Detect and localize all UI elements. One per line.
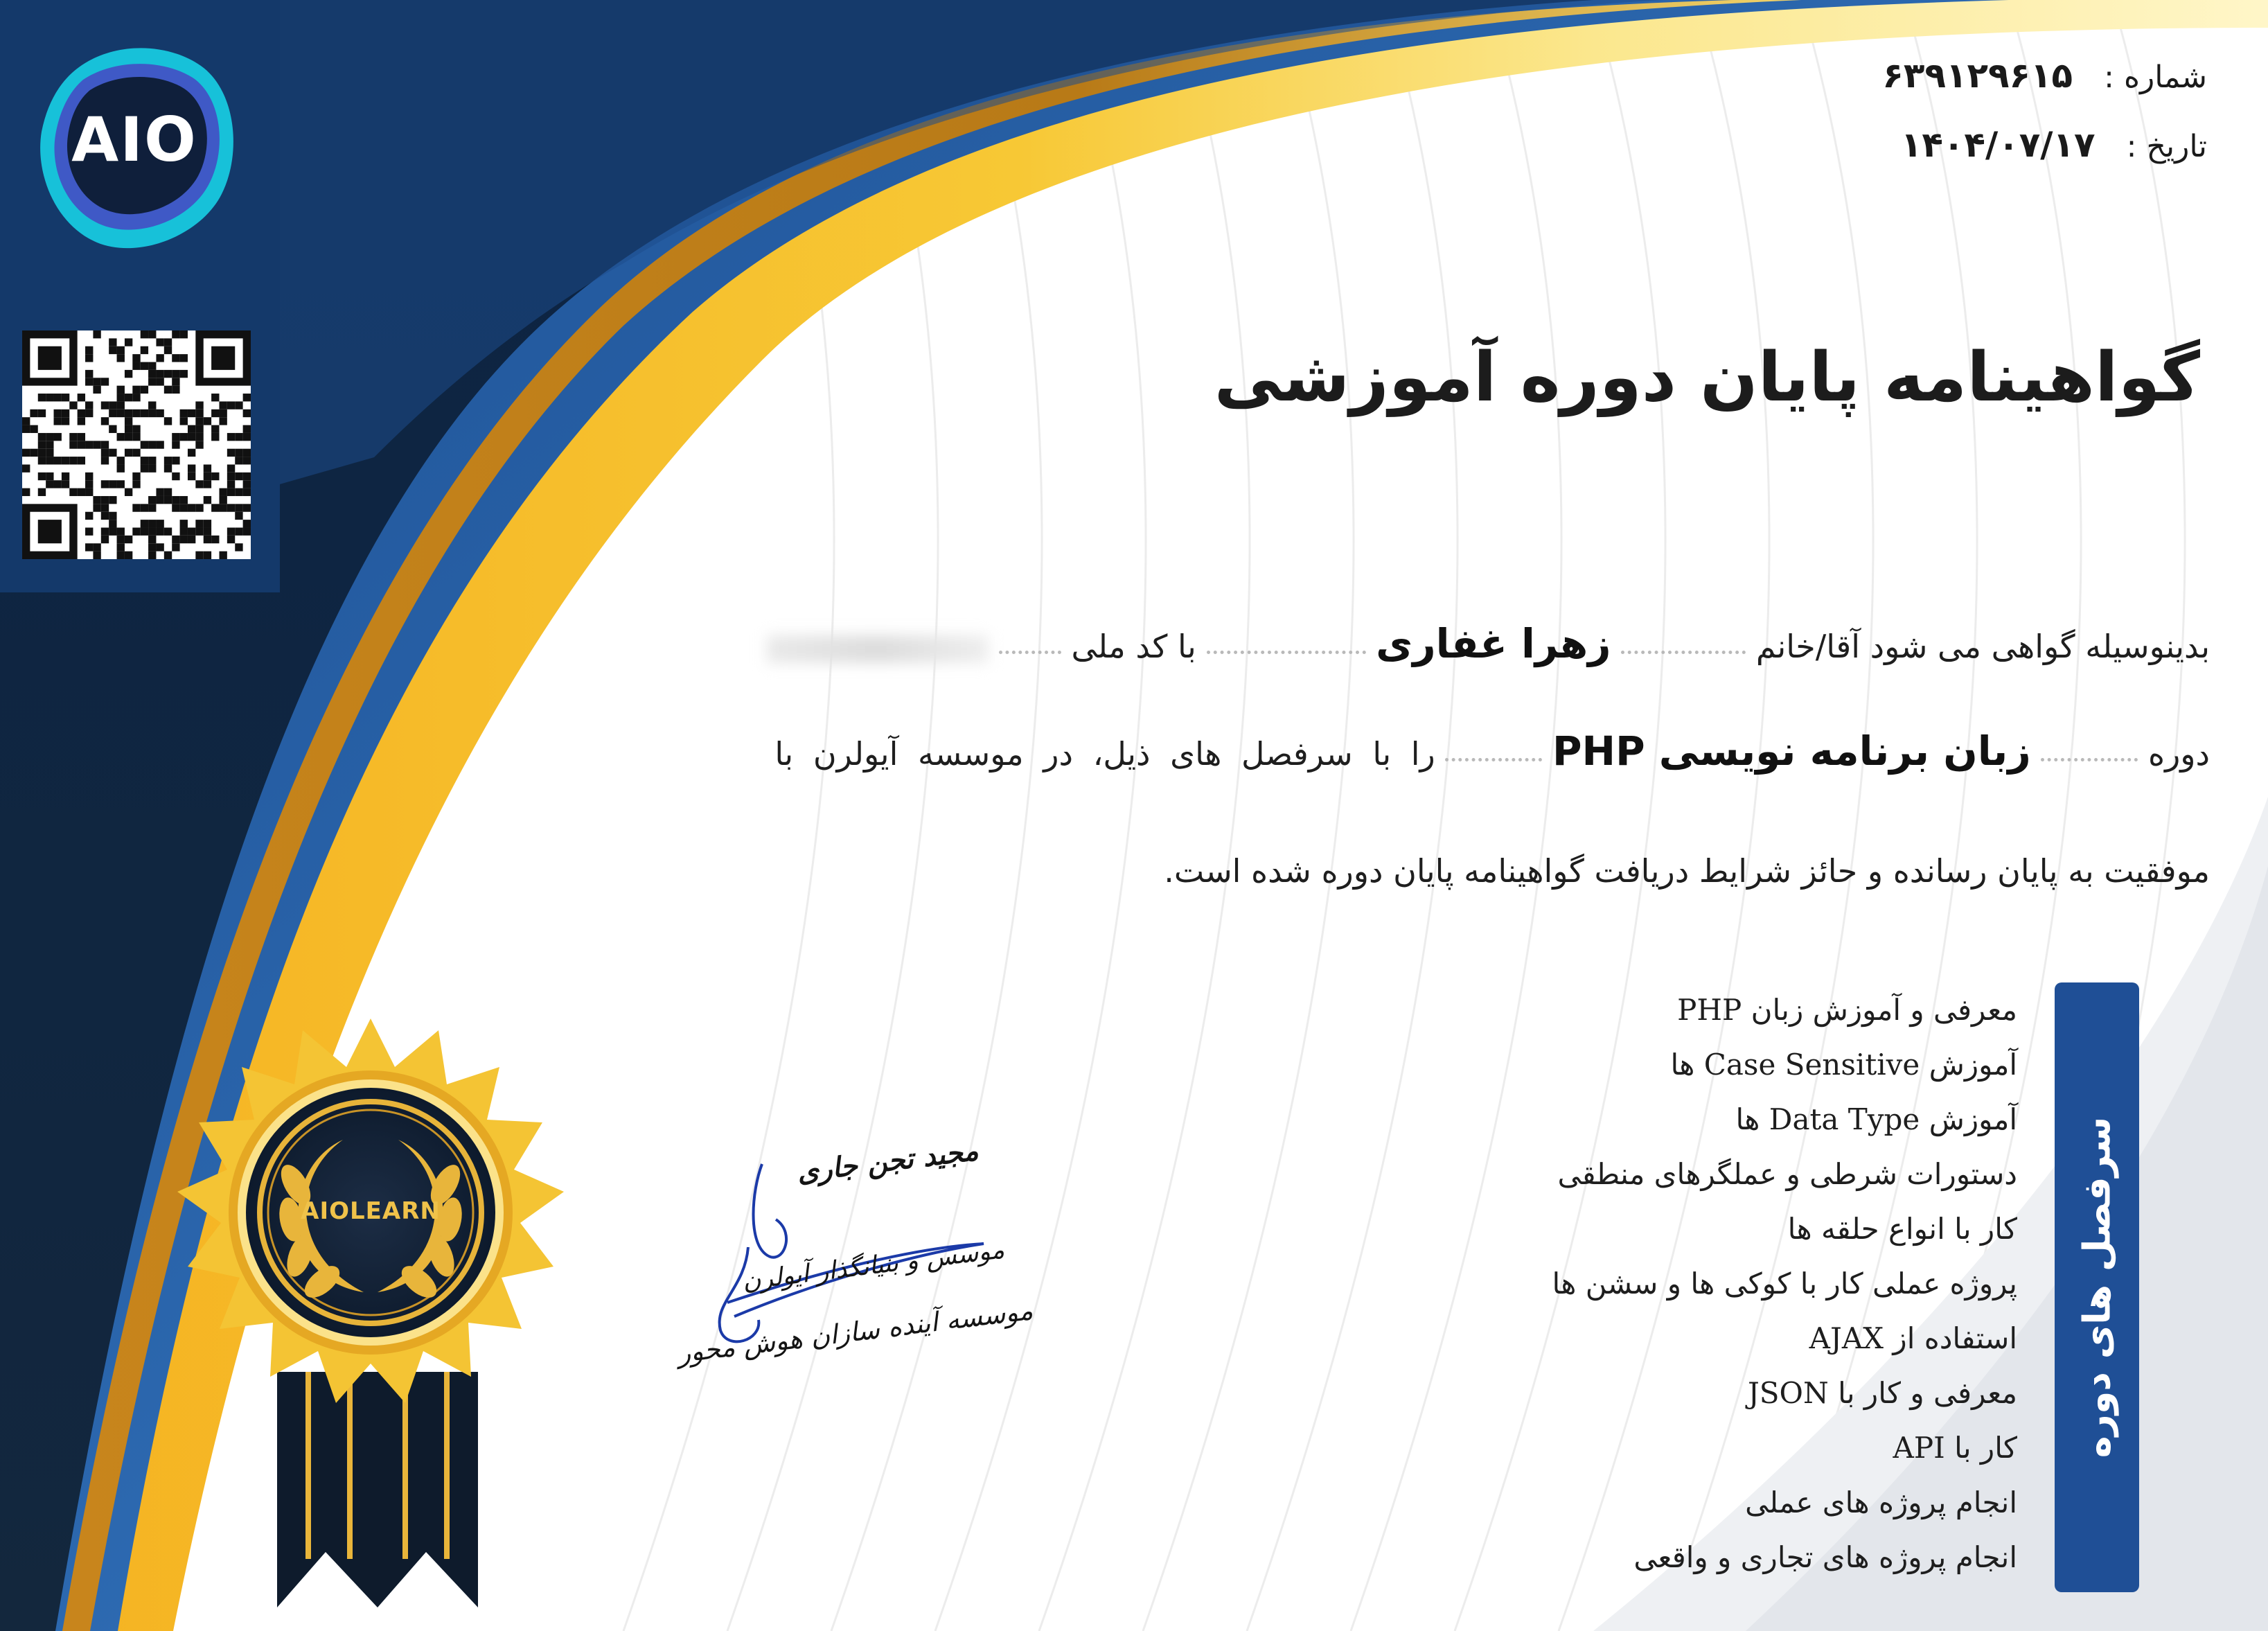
body-line-2 [774, 728, 2210, 775]
dotted-leader [999, 644, 1061, 654]
number-label: شماره : [2104, 60, 2207, 95]
line1-prefix: بدینوسیله گواهی می شود آقا/خانم [1755, 628, 2210, 665]
dotted-leader [2041, 751, 2138, 761]
line1-id-label: با کد ملی [1071, 628, 1196, 665]
syllabus-title: سرفصل های دوره [2075, 1116, 2119, 1458]
syllabus-topic: معرفی و آموزش زبان PHP [1677, 993, 2017, 1027]
date-value: ۱۴۰۴/۰۷/۱۷ [1900, 125, 2096, 165]
body-line-3: موفقیت به پایان رسانده و حائز شرایط دریافت گواهینامه پایان دوره شده است. [1164, 852, 2210, 890]
line2-prefix: دوره [2147, 735, 2210, 773]
number-value: ۶۳۹۱۲۹۶۱۵ [1882, 55, 2073, 96]
certificate-number [1882, 55, 2207, 96]
syllabus-topic: آموزش Data Type ها [1735, 1102, 2017, 1136]
logo-text: AIO [71, 104, 197, 175]
dotted-leader [1621, 644, 1746, 654]
syllabus-topic: کار با API [1893, 1431, 2017, 1465]
national-id-redacted [767, 635, 989, 663]
body-line-1 [767, 620, 2210, 667]
line2-suffix: را با سرفصل های ذیل، در موسسه آیولرن با [774, 735, 1435, 773]
syllabus-topics [1552, 982, 2017, 1585]
syllabus-topic: انجام پروژه های تجاری و واقعی [1633, 1540, 2017, 1574]
signer-org: موسسه آینده سازان هوش محور [675, 1294, 1035, 1369]
syllabus-topic: آموزش Case Sensitive ها [1670, 1048, 2017, 1082]
dotted-leader [1207, 644, 1366, 654]
signer-role: موسس و بنیانگذار آیولرن [741, 1235, 1007, 1296]
signature-block [675, 1132, 1035, 1389]
date-label: تاریخ : [2126, 129, 2207, 164]
qr-code-icon [22, 330, 251, 559]
syllabus-topic: معرفی و کار با JSON [1747, 1376, 2017, 1410]
syllabus-topic: کار با انواع حلقه ها [1787, 1212, 2017, 1246]
dotted-leader [1445, 751, 1542, 761]
certificate-title: گواهینامه پایان دوره آموزشی [1214, 338, 2200, 417]
ribbon-tails [277, 1372, 478, 1607]
syllabus-tab [2055, 982, 2139, 1592]
signer-name: مجید تجن جاری [795, 1134, 980, 1189]
recipient-name: زهرا غفاری [1376, 620, 1611, 667]
syllabus-topic: استفاده از AJAX [1809, 1321, 2017, 1355]
seal-text: AIOLEARN [301, 1197, 441, 1225]
syllabus-topic: دستورات شرطی و عملگرهای منطقی [1557, 1157, 2017, 1191]
syllabus-topic: انجام پروژه های عملی [1745, 1485, 2017, 1519]
certificate-date [1901, 125, 2207, 165]
course-name: زبان برنامه نویسی PHP [1552, 728, 2031, 775]
syllabus-topic: پروژه عملی کار با کوکی ها و سشن ها [1552, 1267, 2017, 1301]
